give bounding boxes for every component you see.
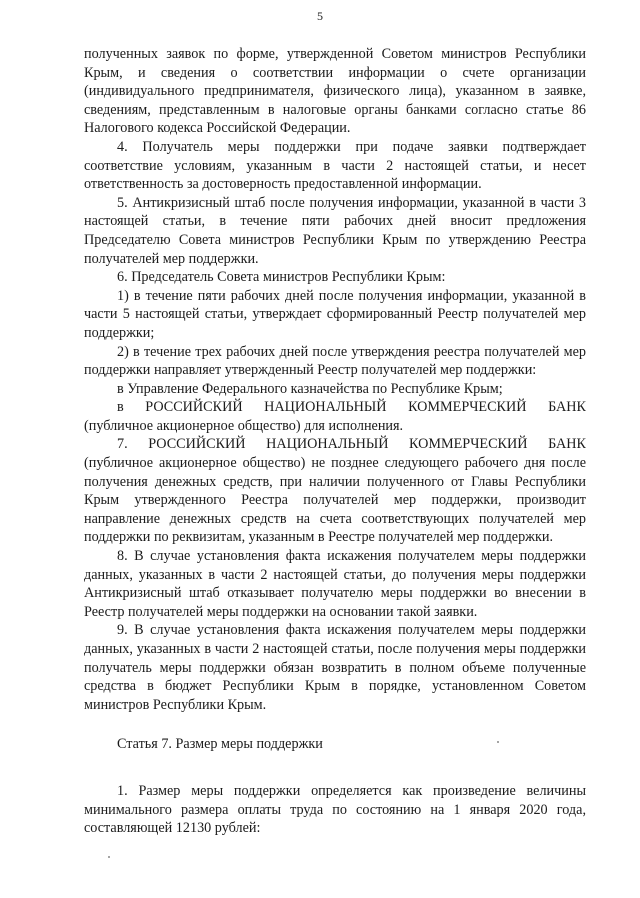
paragraph-item-7: 7. РОССИЙСКИЙ НАЦИОНАЛЬНЫЙ КОММЕРЧЕСКИЙ БАНК (публичное акционерное общество) не позднее следующего рабочего дня после получения денежных средств, при наличии полученного от Главы Республики Крым утвержденного Реестра получателей мер поддержки, производит направление денежных средств на счета соответствующих получателей мер поддержки по реквизитам, указанным в Реестре получателей мер поддержки. (84, 436, 586, 546)
paragraph-item-5: 5. Антикризисный штаб после получения информации, указанной в части 3 настоящей статьи, в течение пяти рабочих дней вносит предложения Председателю Совета министров Республики Крым по утверждению Реестра получателей мер поддержки. (84, 194, 586, 267)
paragraph-article7-item-1: 1. Размер меры поддержки определяется как произведение величины минимального размера оплаты труда по состоянию на 1 января 2020 года, составляющей 12130 рублей: (84, 782, 586, 837)
paragraph-item-4: 4. Получатель меры поддержки при подаче заявки подтверждает соответствие условиям, указанным в части 2 настоящей статьи, и несет ответственность за достоверность предоставленной информации. (84, 138, 586, 193)
paragraph-item-8: 8. В случае установления факта искажения получателем меры поддержки данных, указанных в части 2 настоящей статьи, до получения меры поддержки Антикризисный штаб отказывает получателю меры поддержки во внесении в Реестр получателей меры поддержки на основании такой заявки. (84, 548, 586, 620)
paragraph-recipient-treasury: в Управление Федерального казначейства по Республике Крым; (117, 380, 503, 397)
paragraph-continuation: полученных заявок по форме, утвержденной Советом министров Республики Крым, и сведения о соответствии информации о счете организации (индивидуального предпринимателя, физического лица), указанном в заявке, сведениям, представленным в налоговые органы банками согласно статье 86 Налогового кодекса Российской Федерации. (84, 46, 586, 137)
paragraph-item-9: 9. В случае установления факта искажения получателем меры поддержки данных, указанных в части 2 настоящей статьи, после получения меры поддержки получатель меры поддержки обязан возвратить в полном объеме полученные средства в бюджет Республики Крым в порядке, установленном Советом министров Республики Крым. (84, 622, 586, 713)
scan-speck (497, 741, 499, 743)
paragraph-recipient-bank: в РОССИЙСКИЙ НАЦИОНАЛЬНЫЙ КОММЕРЧЕСКИЙ БАНК (публичное акционерное общество) для исполнения. (84, 399, 586, 434)
scan-speck (108, 856, 110, 858)
paragraph-subitem-2: 2) в течение трех рабочих дней после утверждения реестра получателей мер поддержки направляет утвержденный Реестр получателей мер поддержки: (84, 343, 586, 379)
article-heading: Статья 7. Размер меры поддержки (117, 736, 323, 753)
paragraph-item-6: 6. Председатель Совета министров Республики Крым: (117, 269, 446, 286)
document-body (84, 45, 586, 838)
page-number: 5 (317, 9, 323, 23)
paragraph-subitem-1: 1) в течение пяти рабочих дней после получения информации, указанной в части 5 настоящей статьи, утверждает сформированный Реестр получателей мер поддержки; (84, 287, 586, 341)
